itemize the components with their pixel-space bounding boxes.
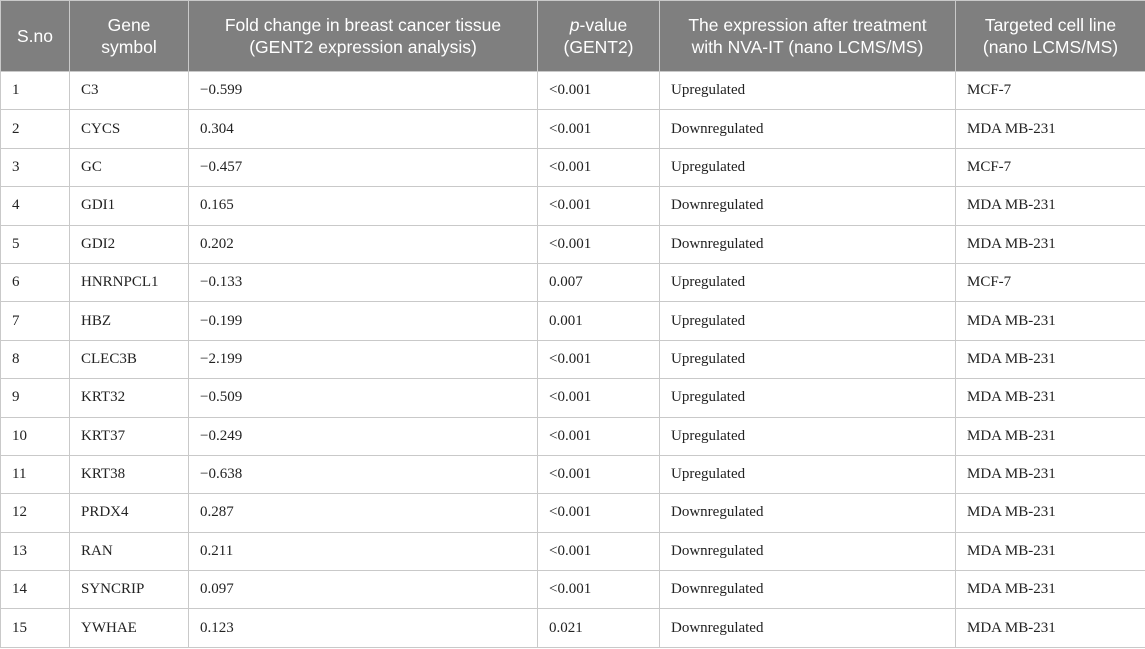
expression-cell: Upregulated: [660, 148, 956, 186]
table-row: [1, 225, 1145, 263]
header-expression-line-2: with NVA-IT (nano LCMS/MS): [691, 37, 924, 57]
p-value-cell: <0.001: [538, 110, 660, 148]
fold-change-cell: −0.638: [189, 455, 538, 493]
header-cell-line-line-1: Targeted cell line: [984, 15, 1117, 35]
gene-symbol-cell: GC: [70, 148, 189, 186]
p-value-cell: <0.001: [538, 532, 660, 570]
table-body: [1, 72, 1145, 648]
gene-symbol-cell: SYNCRIP: [70, 571, 189, 609]
sno-cell: 7: [1, 302, 70, 340]
header-targeted-cell-line: [956, 1, 1145, 72]
sno-cell: 9: [1, 379, 70, 417]
table-row: [1, 110, 1145, 148]
cell-line-cell: MDA MB-231: [956, 110, 1145, 148]
p-value-cell: <0.001: [538, 72, 660, 110]
cell-line-cell: MDA MB-231: [956, 340, 1145, 378]
fold-change-cell: −0.133: [189, 263, 538, 301]
fold-change-cell: −2.199: [189, 340, 538, 378]
fold-change-cell: 0.097: [189, 571, 538, 609]
p-value-cell: 0.001: [538, 302, 660, 340]
gene-symbol-cell: HBZ: [70, 302, 189, 340]
gene-symbol-cell: CLEC3B: [70, 340, 189, 378]
header-p-value-italic: p: [569, 15, 580, 35]
p-value-cell: <0.001: [538, 340, 660, 378]
cell-line-cell: MDA MB-231: [956, 455, 1145, 493]
p-value-cell: <0.001: [538, 148, 660, 186]
sno-cell: 14: [1, 571, 70, 609]
expression-cell: Downregulated: [660, 494, 956, 532]
fold-change-cell: 0.123: [189, 609, 538, 647]
header-sno-line-1: S.no: [17, 26, 53, 46]
cell-line-cell: MDA MB-231: [956, 609, 1145, 647]
cell-line-cell: MDA MB-231: [956, 532, 1145, 570]
header-p-value-suffix: -value: [579, 15, 628, 35]
sno-cell: 2: [1, 110, 70, 148]
sno-cell: 5: [1, 225, 70, 263]
gene-symbol-cell: GDI1: [70, 187, 189, 225]
fold-change-cell: 0.304: [189, 110, 538, 148]
table-row: [1, 72, 1145, 110]
sno-cell: 10: [1, 417, 70, 455]
expression-cell: Upregulated: [660, 340, 956, 378]
gene-symbol-cell: CYCS: [70, 110, 189, 148]
header-gene-symbol-line-1: Gene: [107, 15, 151, 35]
cell-line-cell: MDA MB-231: [956, 379, 1145, 417]
expression-cell: Upregulated: [660, 379, 956, 417]
fold-change-cell: 0.165: [189, 187, 538, 225]
fold-change-cell: −0.199: [189, 302, 538, 340]
gene-symbol-cell: KRT38: [70, 455, 189, 493]
header-row: [1, 1, 1145, 72]
sno-cell: 12: [1, 494, 70, 532]
header-cell-line-line-2: (nano LCMS/MS): [982, 37, 1119, 57]
gene-symbol-cell: C3: [70, 72, 189, 110]
fold-change-cell: −0.599: [189, 72, 538, 110]
header-p-value: [538, 1, 660, 72]
sno-cell: 13: [1, 532, 70, 570]
table-row: [1, 571, 1145, 609]
table-header: [1, 1, 1145, 72]
expression-cell: Downregulated: [660, 225, 956, 263]
sno-cell: 3: [1, 148, 70, 186]
cell-line-cell: MDA MB-231: [956, 494, 1145, 532]
p-value-cell: <0.001: [538, 187, 660, 225]
sno-cell: 4: [1, 187, 70, 225]
p-value-cell: <0.001: [538, 455, 660, 493]
p-value-cell: <0.001: [538, 417, 660, 455]
gene-symbol-cell: HNRNPCL1: [70, 263, 189, 301]
cell-line-cell: MCF-7: [956, 148, 1145, 186]
gene-symbol-cell: YWHAE: [70, 609, 189, 647]
header-expression-line-1: The expression after treatment: [688, 15, 927, 35]
table-row: [1, 532, 1145, 570]
header-gene-symbol: [70, 1, 189, 72]
fold-change-cell: −0.249: [189, 417, 538, 455]
table-row: [1, 417, 1145, 455]
p-value-cell: 0.007: [538, 263, 660, 301]
p-value-cell: 0.021: [538, 609, 660, 647]
table-row: [1, 148, 1145, 186]
cell-line-cell: MDA MB-231: [956, 571, 1145, 609]
gene-symbol-cell: GDI2: [70, 225, 189, 263]
header-fold-change: [189, 1, 538, 72]
expression-cell: Downregulated: [660, 532, 956, 570]
expression-cell: Upregulated: [660, 417, 956, 455]
header-fold-change-line-1: Fold change in breast cancer tissue: [224, 15, 502, 35]
header-gene-symbol-line-2: symbol: [101, 37, 157, 57]
p-value-cell: <0.001: [538, 571, 660, 609]
cell-line-cell: MCF-7: [956, 72, 1145, 110]
cell-line-cell: MCF-7: [956, 263, 1145, 301]
header-sno: [1, 1, 70, 72]
expression-cell: Downregulated: [660, 110, 956, 148]
fold-change-cell: 0.287: [189, 494, 538, 532]
expression-cell: Upregulated: [660, 72, 956, 110]
gene-symbol-cell: KRT32: [70, 379, 189, 417]
expression-cell: Downregulated: [660, 571, 956, 609]
fold-change-cell: −0.457: [189, 148, 538, 186]
cell-line-cell: MDA MB-231: [956, 225, 1145, 263]
table-row: [1, 263, 1145, 301]
cell-line-cell: MDA MB-231: [956, 417, 1145, 455]
table-row: [1, 379, 1145, 417]
p-value-cell: <0.001: [538, 225, 660, 263]
fold-change-cell: 0.202: [189, 225, 538, 263]
table-row: [1, 340, 1145, 378]
p-value-cell: <0.001: [538, 379, 660, 417]
expression-cell: Downregulated: [660, 187, 956, 225]
header-fold-change-line-2: (GENT2 expression analysis): [249, 37, 477, 57]
header-p-value-line-2: (GENT2): [563, 37, 634, 57]
table-row: [1, 494, 1145, 532]
table-row: [1, 609, 1145, 647]
expression-cell: Downregulated: [660, 609, 956, 647]
header-expression-after-treatment: [660, 1, 956, 72]
sno-cell: 8: [1, 340, 70, 378]
sno-cell: 6: [1, 263, 70, 301]
cell-line-cell: MDA MB-231: [956, 302, 1145, 340]
cell-line-cell: MDA MB-231: [956, 187, 1145, 225]
p-value-cell: <0.001: [538, 494, 660, 532]
sno-cell: 15: [1, 609, 70, 647]
expression-cell: Upregulated: [660, 302, 956, 340]
expression-cell: Upregulated: [660, 263, 956, 301]
fold-change-cell: 0.211: [189, 532, 538, 570]
expression-cell: Upregulated: [660, 455, 956, 493]
header-p-value-line-1: [544, 14, 653, 36]
table-row: [1, 187, 1145, 225]
sno-cell: 11: [1, 455, 70, 493]
gene-symbol-cell: RAN: [70, 532, 189, 570]
sno-cell: 1: [1, 72, 70, 110]
gene-symbol-cell: PRDX4: [70, 494, 189, 532]
fold-change-cell: −0.509: [189, 379, 538, 417]
table-row: [1, 455, 1145, 493]
gene-symbol-cell: KRT37: [70, 417, 189, 455]
table-row: [1, 302, 1145, 340]
